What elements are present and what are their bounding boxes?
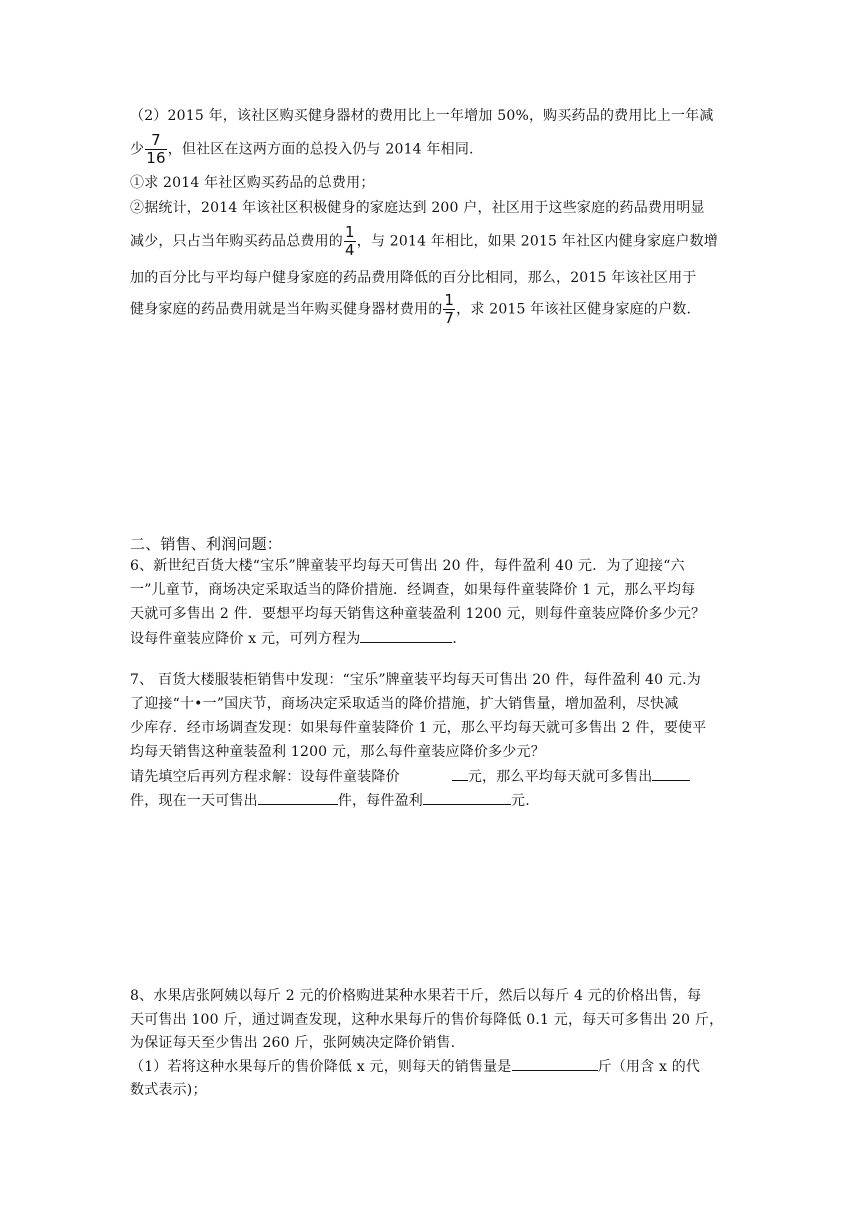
question-1-text: ①求 2014 年社区购买药品的总费用； bbox=[130, 175, 375, 191]
problem-8-text-2: 天可售出 100 斤，通过调查发现，这种水果每斤的售价每降低 0.1 元，每天可多售出 20 斤， bbox=[130, 1012, 724, 1028]
question-2-text-4a: 健身家庭的药品费用就是当年购买健身器材费用的 bbox=[130, 301, 443, 318]
problem-6-text-4a: 设每件童装应降价 x 元，可列方程为 bbox=[130, 631, 361, 647]
problem-8-line-2 bbox=[130, 1010, 723, 1030]
problem-7-text-3: 少库存．经市场调查发现：如果每件童装降价 1 元，那么平均每天就可多售出 2 件，要使平 bbox=[130, 720, 707, 736]
problem-7-text-6c: 元. bbox=[511, 793, 530, 809]
answer-blank[interactable] bbox=[512, 1056, 598, 1071]
problem-7-text-6a: 件，现在一天可售出 bbox=[130, 793, 258, 809]
answer-blank[interactable] bbox=[423, 790, 511, 805]
fraction-denominator: 4 bbox=[345, 241, 355, 259]
part2-line-2 bbox=[130, 132, 474, 167]
question-2-text-1: ②据统计，2014 年该社区积极健身的家庭达到 200 户，社区用于这些家庭的药品费用明显 bbox=[130, 200, 705, 216]
problem-7-line-2 bbox=[130, 694, 679, 714]
answer-blank[interactable] bbox=[360, 628, 452, 643]
answer-blank[interactable] bbox=[452, 766, 468, 781]
fraction-1-7 bbox=[443, 292, 455, 327]
problem-8-line-4 bbox=[130, 1056, 700, 1077]
question-2-line-1 bbox=[130, 198, 705, 218]
question-2-text-2a: 减少，只占当年购买药品总费用的 bbox=[130, 233, 343, 250]
problem-8-text-5: 数式表示)； bbox=[130, 1082, 207, 1098]
part2-line-1 bbox=[130, 106, 714, 126]
problem-6-line-3 bbox=[130, 604, 705, 624]
problem-7-text-5b: 元，那么平均每天就可多售出 bbox=[467, 769, 653, 785]
problem-8-line-5 bbox=[130, 1080, 207, 1100]
problem-6-text-4b: ． bbox=[452, 631, 467, 647]
problem-7-line-3 bbox=[130, 718, 706, 738]
problem-7-line-5 bbox=[130, 766, 690, 787]
problem-7-line-4 bbox=[130, 742, 545, 762]
problem-6-text-3: 天就可多售出 2 件．要想平均每天销售这种童装盈利 1200 元，则每件童装应降价多少元？ bbox=[130, 606, 706, 622]
question-2-line-3 bbox=[130, 268, 696, 288]
part2-text-b-before: 少 bbox=[130, 141, 145, 158]
problem-7-text-6b: 件，每件盈利 bbox=[337, 793, 424, 809]
question-2-text-2b: ，与 2014 年相比，如果 2015 年社区内健身家庭户数增 bbox=[356, 233, 719, 250]
question-2-text-3: 加的百分比与平均每户健身家庭的药品费用降低的百分比相同，那么，2015 年该社区用于 bbox=[130, 270, 697, 286]
section-heading-text: 二、销售、利润问题： bbox=[130, 535, 283, 553]
problem-8-text-4a: （1）若将这种水果每斤的售价降低 x 元，则每天的销售量是 bbox=[130, 1059, 512, 1075]
problem-7-text-2: 了迎接“十•一”国庆节，商场决定采取适当的降价措施，扩大销售量，增加盈利，尽快减 bbox=[130, 696, 679, 712]
problem-6-text-1: 6、新世纪百货大楼“宝乐”牌童装平均每天可售出 20 件，每件盈利 40 元．为了迎接“六 bbox=[130, 558, 685, 574]
part2-text-a: （2）2015 年，该社区购买健身器材的费用比上一年增加 50%，购买药品的费用比上一年减 bbox=[130, 108, 714, 124]
problem-8-text-1: 8、水果店张阿姨以每斤 2 元的价格购进某种水果若干斤，然后以每斤 4 元的价格出售，每 bbox=[130, 988, 702, 1004]
problem-7-line-1 bbox=[130, 670, 701, 690]
answer-blank[interactable] bbox=[652, 766, 690, 781]
problem-8-text-3: 为保证每天至少售出 260 斤，张阿姨决定降价销售. bbox=[130, 1035, 456, 1051]
fraction-numerator: 7 bbox=[145, 132, 167, 150]
problem-7-text-5a: 请先填空后再列方程求解：设每件童装降价 bbox=[130, 769, 400, 785]
fraction-denominator: 7 bbox=[444, 309, 455, 327]
problem-8-line-1 bbox=[130, 986, 701, 1006]
question-2-line-4 bbox=[130, 292, 691, 327]
question-2-line-2 bbox=[130, 224, 718, 259]
fraction-7-16 bbox=[145, 132, 167, 167]
problem-7-text-1: 7、 百货大楼服装柜销售中发现：“宝乐”牌童装平均每天可售出 20 件，每件盈利 40 元.为 bbox=[130, 672, 701, 688]
problem-6-line-4 bbox=[130, 628, 467, 649]
problem-6-text-2: 一”儿童节，商场决定采取适当的降价措施．经调查，如果每件童装降价 1 元，那么平均每 bbox=[130, 582, 696, 598]
problem-6-line-2 bbox=[130, 580, 695, 600]
fraction-denominator: 16 bbox=[146, 149, 166, 167]
problem-7-text-4: 均每天销售这种童装盈利 1200 元，那么每件童装应降价多少元？ bbox=[130, 744, 545, 760]
problem-7-line-6 bbox=[130, 790, 530, 811]
fraction-numerator: 1 bbox=[345, 223, 355, 241]
problem-8-line-3 bbox=[130, 1033, 455, 1053]
question-2-text-4b: ，求 2015 年该社区健身家庭的户数. bbox=[456, 301, 692, 318]
problem-8-text-4b: 斤（用含 x 的代 bbox=[597, 1059, 701, 1075]
part2-text-b-after: ，但社区在这两方面的总投入仍与 2014 年相同. bbox=[167, 141, 474, 158]
fraction-numerator: 1 bbox=[444, 291, 455, 309]
problem-6-line-1 bbox=[130, 556, 685, 576]
fraction-1-4 bbox=[344, 224, 356, 259]
answer-blank[interactable] bbox=[258, 790, 338, 805]
section-heading bbox=[130, 534, 282, 554]
question-1 bbox=[130, 173, 375, 193]
